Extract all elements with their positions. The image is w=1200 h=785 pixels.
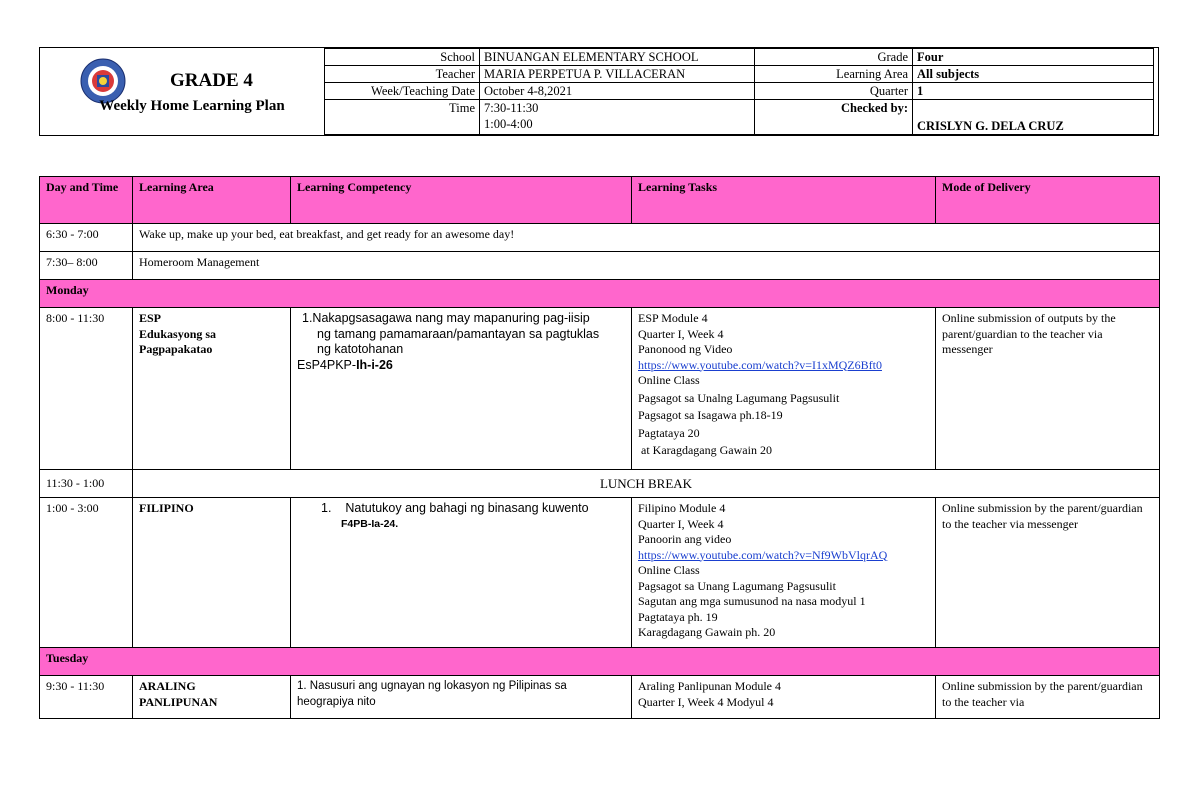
task-line: Sagutan ang mga sumusunod na nasa modyul 1 <box>638 594 866 608</box>
table-row <box>40 308 1160 470</box>
task-line: Pagsagot sa Isagawa ph.18-19 <box>638 408 783 422</box>
table-row <box>40 498 1160 648</box>
competency-cell <box>291 498 632 648</box>
row-time: 8:00 - 11:30 <box>40 308 133 470</box>
area-line: Edukasyong sa <box>139 326 217 341</box>
learning-area-cell <box>133 308 291 470</box>
task-line: Pagsagot sa Unalng Lagumang Pagsusulit <box>638 390 840 405</box>
task-line: Quarter I, Week 4 Modyul 4 <box>638 694 774 709</box>
grade-value: Four <box>913 49 1154 66</box>
task-line: ESP Module 4 <box>638 311 708 325</box>
mode-cell: Online submission of outputs by the parent/guardian to the teacher via messenger <box>936 308 1160 470</box>
code-suffix: Ih-i-26 <box>356 357 393 372</box>
row-activity: Wake up, make up your bed, eat breakfast, and get ready for an awesome day! <box>133 224 1160 252</box>
competency-text: Natutukoy ang bahagi ng binasang kuwento <box>345 501 589 515</box>
lunch-break: LUNCH BREAK <box>133 470 1160 498</box>
day-label: Tuesday <box>40 648 1160 676</box>
task-line: Quarter I, Week 4 <box>638 516 724 531</box>
competency-line <box>297 501 625 517</box>
day-row-tuesday <box>40 648 1160 676</box>
competency-cell <box>291 676 632 719</box>
code-prefix: EsP4PKP- <box>297 357 357 372</box>
list-number: 1. <box>321 501 332 515</box>
table-row <box>40 252 1160 280</box>
teacher-label: Teacher <box>325 66 480 83</box>
table-row <box>40 676 1160 719</box>
area-line: PANLIPUNAN <box>139 694 218 709</box>
time-value-1: 7:30-11:30 <box>484 101 539 115</box>
competency-line: ng katotohanan <box>317 342 404 356</box>
video-link[interactable]: https://www.youtube.com/watch?v=I1xMQZ6Bft0 <box>638 357 882 372</box>
task-line: Pagtataya 20 <box>638 425 700 440</box>
video-link[interactable]: https://www.youtube.com/watch?v=Nf9WbVlqrAQ <box>638 547 888 562</box>
task-line: Panonood ng Video <box>638 342 733 356</box>
row-time: 9:30 - 11:30 <box>40 676 133 719</box>
school-value: BINUANGAN ELEMENTARY SCHOOL <box>480 49 755 66</box>
quarter-value: 1 <box>913 83 1154 100</box>
competency-cell <box>291 308 632 470</box>
header-title-block <box>40 48 325 134</box>
task-line: Online Class <box>638 373 700 387</box>
competency-line: 1.Nakapgsasagawa nang may mapanuring pag-iisip <box>302 311 590 325</box>
task-line: Filipino Module 4 <box>638 501 726 515</box>
table-row <box>40 224 1160 252</box>
learning-area-cell <box>133 676 291 719</box>
time-label: Time <box>325 100 480 135</box>
area-line: ARALING <box>139 679 196 693</box>
plan-title: Weekly Home Learning Plan <box>99 98 285 114</box>
competency-code <box>297 358 625 374</box>
learning-plan-table <box>39 176 1160 719</box>
time-value <box>480 100 755 135</box>
teacher-value: MARIA PERPETUA P. VILLACERAN <box>480 66 755 83</box>
mode-cell: Online submission by the parent/guardian to the teacher via messenger <box>936 498 1160 648</box>
col-learning-tasks: Learning Tasks <box>632 177 936 224</box>
school-label: School <box>325 49 480 66</box>
table-row <box>40 470 1160 498</box>
col-learning-area: Learning Area <box>133 177 291 224</box>
tasks-cell <box>632 308 936 470</box>
task-line: at Karagdagang Gawain 20 <box>638 443 772 457</box>
grade-title: GRADE 4 <box>170 70 253 91</box>
checked-by-value: CRISLYN G. DELA CRUZ <box>913 100 1154 135</box>
task-line: Karagdagang Gawain ph. 20 <box>638 625 776 639</box>
competency-line: heograpiya nito <box>297 695 376 708</box>
week-date-label: Week/Teaching Date <box>325 83 480 100</box>
task-line: Araling Panlipunan Module 4 <box>638 679 781 693</box>
col-mode-of-delivery: Mode of Delivery <box>936 177 1160 224</box>
learning-area-value: All subjects <box>913 66 1154 83</box>
row-time: 6:30 - 7:00 <box>40 224 133 252</box>
day-row-monday <box>40 280 1160 308</box>
task-line: Pagsagot sa Unang Lagumang Pagsusulit <box>638 578 836 593</box>
week-date-value: October 4-8,2021 <box>480 83 755 100</box>
table-header-row <box>40 177 1160 224</box>
row-time: 1:00 - 3:00 <box>40 498 133 648</box>
checked-by-label: Checked by: <box>755 100 913 135</box>
row-time: 7:30– 8:00 <box>40 252 133 280</box>
learning-area-cell: FILIPINO <box>133 498 291 648</box>
learning-area-label: Learning Area <box>755 66 913 83</box>
info-table <box>324 48 1154 135</box>
row-time: 11:30 - 1:00 <box>40 470 133 498</box>
competency-line: ng tamang pamamaraan/pamantayan sa pagtuklas <box>317 326 600 341</box>
col-learning-competency: Learning Competency <box>291 177 632 224</box>
grade-label: Grade <box>755 49 913 66</box>
day-label: Monday <box>40 280 1160 308</box>
tasks-cell <box>632 498 936 648</box>
tasks-cell <box>632 676 936 719</box>
area-line: ESP <box>139 311 162 325</box>
task-line: Quarter I, Week 4 <box>638 326 724 341</box>
competency-code: F4PB-Ia-24. <box>341 517 399 530</box>
mode-cell: Online submission by the parent/guardian to the teacher via <box>936 676 1160 719</box>
row-activity: Homeroom Management <box>133 252 1160 280</box>
quarter-label: Quarter <box>755 83 913 100</box>
area-line: Pagpapakatao <box>139 342 213 356</box>
competency-line: 1. Nasusuri ang ugnayan ng lokasyon ng Pilipinas sa <box>297 680 567 692</box>
task-line: Pagtataya ph. 19 <box>638 609 718 624</box>
task-line: Panoorin ang video <box>638 532 732 546</box>
header-panel <box>39 47 1159 136</box>
col-day-time: Day and Time <box>40 177 133 224</box>
task-line: Online Class <box>638 563 700 577</box>
time-value-2: 1:00-4:00 <box>484 117 533 131</box>
